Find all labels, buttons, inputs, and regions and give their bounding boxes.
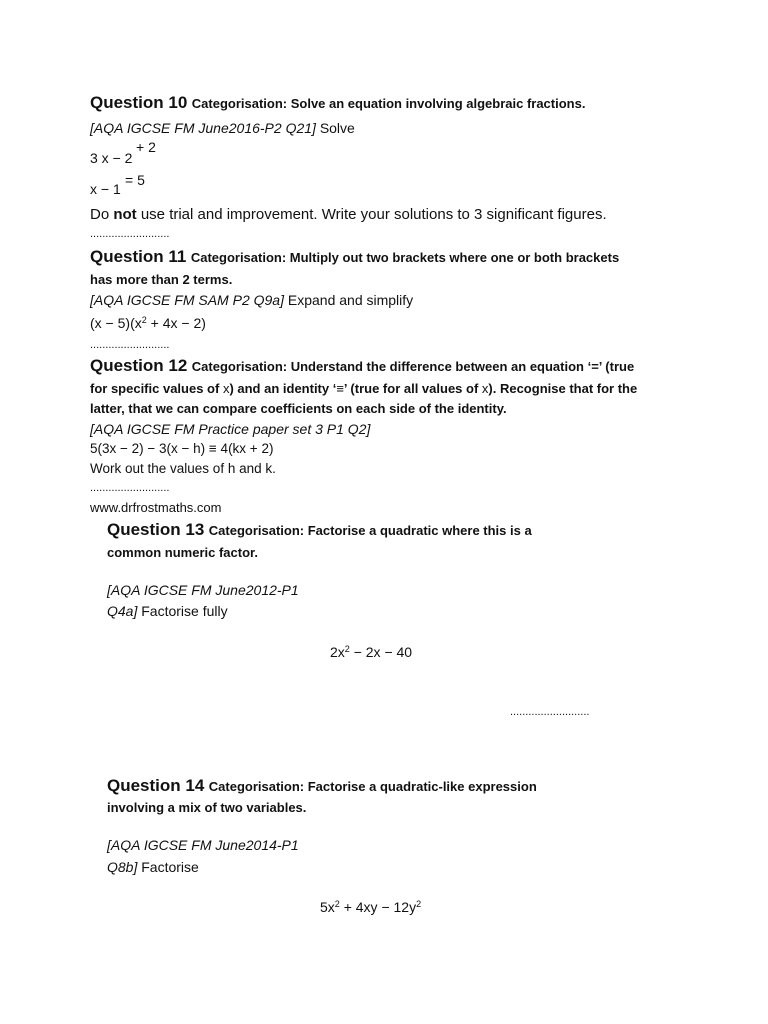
q14-expression-exponent2: 2 <box>416 899 422 909</box>
q13-source <box>107 603 228 619</box>
q12-category-variable2: x <box>481 381 489 396</box>
q10-source <box>90 120 355 136</box>
q14-heading <box>107 776 537 796</box>
q13-number: Question 13 <box>107 520 205 539</box>
q12-answer-line: .......................... <box>90 482 170 494</box>
q11-source <box>90 292 413 308</box>
q11-category-line1: Categorisation: Multiply out two brackets where one or both brackets <box>190 250 620 265</box>
q12-category-line2 <box>90 381 637 396</box>
q13-answer-line: .......................... <box>510 706 590 718</box>
q13-category-line1: Categorisation: Factorise a quadratic where this is a <box>208 523 532 538</box>
q10-note <box>90 206 607 223</box>
q10-heading <box>90 93 585 113</box>
q14-instruction: Factorise <box>141 859 199 875</box>
q13-heading <box>107 520 532 540</box>
q12-category-line2-b: ) and an identity ‘≡’ (true for all values of <box>229 381 482 396</box>
q14-source <box>107 859 199 875</box>
q13-reference-line1: [AQA IGCSE FM June2012-P1 <box>107 582 299 598</box>
q11-number: Question 11 <box>90 247 187 266</box>
q12-heading <box>90 356 634 376</box>
q14-number: Question 14 <box>107 776 205 795</box>
q13-instruction: Factorise fully <box>141 603 228 619</box>
q12-number: Question 12 <box>90 356 188 375</box>
q10-fraction1-numerator: 3 x − 2 <box>90 150 133 166</box>
q14-category-line2: involving a mix of two variables. <box>107 800 307 815</box>
q10-fraction2-numerator: x − 1 <box>90 181 121 197</box>
q10-fraction1-operator: + 2 <box>136 139 156 155</box>
q12-category-line1: Categorisation: Understand the difference between an equation ‘=’ (true <box>191 359 635 374</box>
q11-expression-part2: + 4x − 2) <box>146 315 206 331</box>
q13-expression-part2: − 2x − 40 <box>349 644 413 660</box>
q10-instruction: Solve <box>319 120 355 136</box>
q13-expression-part1: 2x <box>330 644 345 660</box>
q10-category: Categorisation: Solve an equation involving algebraic fractions. <box>191 96 586 111</box>
q10-note-emphasis: not <box>113 206 137 223</box>
q11-reference: [AQA IGCSE FM SAM P2 Q9a] <box>90 292 284 308</box>
q14-expression-part2: + 4xy − 12y <box>339 899 417 915</box>
q11-category-line2: has more than 2 terms. <box>90 272 233 287</box>
q14-expression-exponent1: 2 <box>334 899 340 909</box>
q11-expression-part1: (x − 5)(x <box>90 315 142 331</box>
q11-heading <box>90 247 619 267</box>
q11-instruction: Expand and simplify <box>287 292 414 308</box>
q13-reference-line2: Q4a] <box>107 603 138 619</box>
q12-instruction: Work out the values of h and k. <box>90 461 276 476</box>
q10-reference: [AQA IGCSE FM June2016-P2 Q21] <box>90 120 316 136</box>
q10-note-start: Do <box>90 206 114 223</box>
q12-identity: 5(3x − 2) − 3(x − h) ≡ 4(kx + 2) <box>90 441 274 456</box>
q12-category-variable1: x <box>222 381 230 396</box>
q12-category-line2-a: for specific values of <box>90 381 223 396</box>
q10-fraction2-operator: = 5 <box>125 172 145 188</box>
q11-answer-line: .......................... <box>90 339 170 351</box>
q12-category-line2-c: ). Recognise that for the <box>488 381 638 396</box>
q13-expression <box>330 644 412 660</box>
q14-reference-line1: [AQA IGCSE FM June2014-P1 <box>107 837 299 853</box>
q11-expression <box>90 315 206 331</box>
q10-answer-line: .......................... <box>90 228 170 240</box>
q10-number: Question 10 <box>90 93 188 112</box>
q12-category-line3: latter, that we can compare coefficients on each side of the identity. <box>90 401 507 416</box>
website-footer: www.drfrostmaths.com <box>90 500 222 515</box>
q10-note-end: use trial and improvement. Write your solutions to 3 significant figures. <box>136 206 607 223</box>
q14-category-line1: Categorisation: Factorise a quadratic-like expression <box>208 779 537 794</box>
q14-expression <box>320 899 421 915</box>
q11-expression-exponent: 2 <box>141 315 147 325</box>
q12-reference: [AQA IGCSE FM Practice paper set 3 P1 Q2] <box>90 421 371 437</box>
q13-category-line2: common numeric factor. <box>107 545 258 560</box>
q13-expression-exponent: 2 <box>344 644 350 654</box>
q14-reference-line2: Q8b] <box>107 859 138 875</box>
q14-expression-part1: 5x <box>320 899 335 915</box>
